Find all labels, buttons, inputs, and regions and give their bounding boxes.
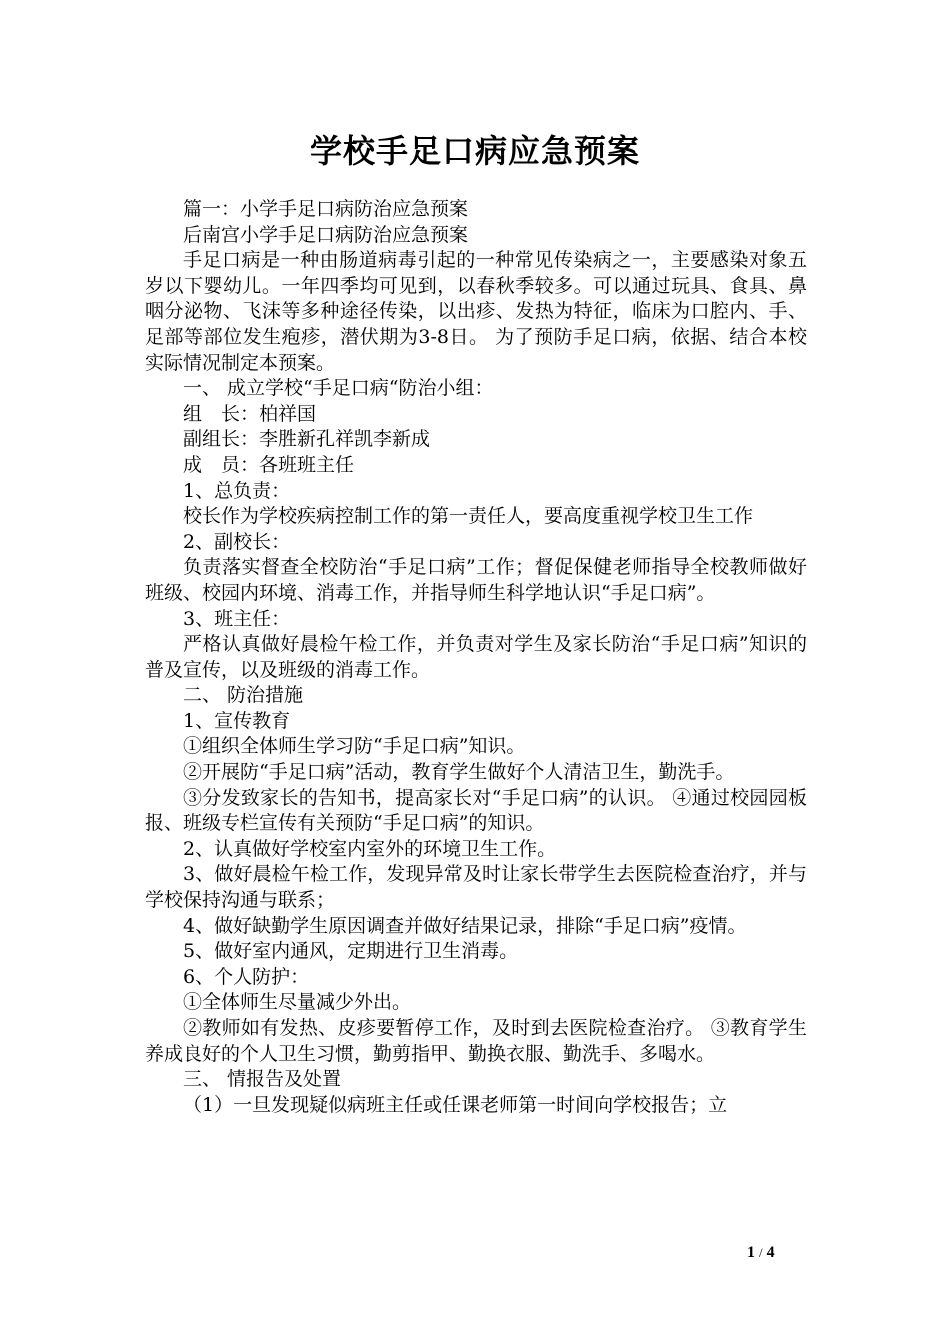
- paragraph: 3、班主任：: [183, 607, 291, 630]
- paragraph: 2、副校长：: [183, 530, 291, 553]
- document-body: [145, 197, 807, 1118]
- page-separator: /: [759, 1245, 763, 1260]
- paragraph: 手足口病是一种由肠道病毒引起的一种常见传染病之一，主要感染对象五岁以下婴幼儿。一年四季均可见到，以春秋季较多。可以通过玩具、食具、鼻咽分泌物、飞沫等多种途径传染，以出疹、发热为特征，临床为口腔内、手、足部等部位发生疱疹，潜伏期为3-8日。 为了预防手足口病，依据、结合本校实际情况制定本预案。: [145, 249, 807, 374]
- paragraph: 1、宣传教育: [183, 709, 291, 732]
- paragraph: 篇一：小学手足口病防治应急预案: [183, 198, 469, 220]
- paragraph: 严格认真做好晨检午检工作，并负责对学生及家长防治“手足口病”知识的普及宣传，以及班级的消毒工作。: [145, 633, 807, 681]
- paragraph: ③分发致家长的告知书，提高家长对“手足口病”的认识。 ④通过校园园板报、班级专栏宣传有关预防“手足口病”的知识。: [145, 786, 807, 835]
- page-total: 4: [766, 1244, 775, 1261]
- paragraph: 负责落实督查全校防治“手足口病”工作；督促保健老师指导全校教师做好班级、校园内环境、消毒工作，并指导师生科学地认识“手足口病”。: [145, 556, 807, 604]
- paragraph: 组 长：柏祥国: [183, 402, 317, 425]
- paragraph: 副组长：李胜新孔祥凯李新成: [183, 428, 431, 451]
- paragraph: ②教师如有发热、皮疹要暂停工作，及时到去医院检查治疗。 ③教育学生养成良好的个人卫生习惯，勤剪指甲、勤换衣服、勤洗手、多喝水。: [145, 1017, 807, 1065]
- paragraph: （1）一旦发现疑似病班主任或任课老师第一时间向学校报告；立: [183, 1093, 728, 1116]
- paragraph: 5、做好室内通风，定期进行卫生消毒。: [183, 940, 519, 963]
- paragraph: ①全体师生尽量减少外出。: [183, 991, 412, 1014]
- paragraph: 后南宫小学手足口病防治应急预案: [183, 223, 469, 246]
- paragraph: ②开展防“手足口病”活动，教育学生做好个人清洁卫生，勤洗手。: [183, 761, 735, 784]
- paragraph: 6、个人防护：: [183, 965, 310, 988]
- paragraph: ①组织全体师生学习防“手足口病”知识。: [183, 735, 526, 758]
- paragraph: 1、总负责：: [183, 479, 291, 502]
- page-number: [747, 1243, 775, 1263]
- document-title: 学校手足口病应急预案: [309, 132, 640, 170]
- section-heading: 一、 成立学校“手足口病“防治小组：: [183, 377, 494, 400]
- paragraph: 校长作为学校疾病控制工作的第一责任人，要高度重视学校卫生工作: [183, 505, 754, 528]
- paragraph: 2、认真做好学校室内室外的环境卫生工作。: [183, 837, 557, 860]
- page-current: 1: [747, 1244, 755, 1261]
- section-heading: 三、 情报告及处置: [183, 1068, 342, 1091]
- section-heading: 二、 防治措施: [183, 684, 304, 707]
- paragraph: 成 员：各班班主任: [183, 453, 355, 476]
- paragraph: 3、做好晨检午检工作，发现异常及时让家长带学生去医院检查治疗，并与学校保持沟通与联系；: [145, 863, 807, 912]
- paragraph: 4、做好缺勤学生原因调查并做好结果记录，排除“手足口病”疫情。: [183, 914, 747, 937]
